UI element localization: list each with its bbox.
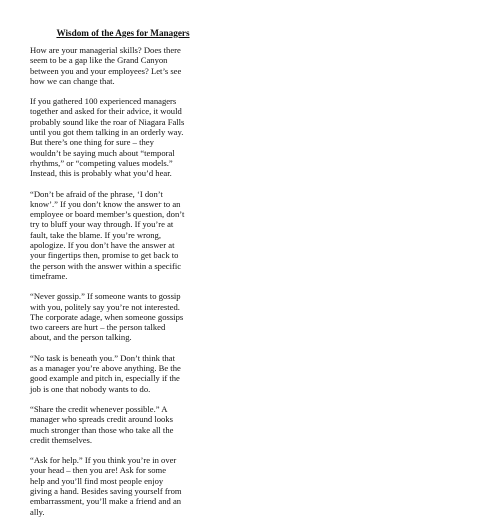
text-line: try to bluff your way through. If you’re at: [30, 219, 174, 230]
text-line: manager who spreads credit around looks: [30, 414, 173, 425]
text-line: How are your managerial skills? Does there: [30, 45, 181, 55]
text-line: If you gathered 100 experienced managers: [30, 96, 177, 107]
text-line: with you, politely say you’re not interested.: [30, 301, 180, 312]
text-line: until you got them talking in an orderly way.: [30, 127, 184, 138]
text-line: “Don’t be afraid of the phrase, ‘I don’t: [30, 188, 163, 199]
paragraph-ask-for-help: [30, 455, 216, 517]
paragraph-dont-know: [30, 189, 216, 282]
text-line: together and asked for their advice, it would: [30, 106, 182, 117]
text-line: between you and your employees? Let’s see: [30, 65, 182, 76]
text-line: giving a hand. Besides saving yourself from: [30, 485, 182, 496]
text-line: “Share the credit whenever possible.” A: [30, 403, 168, 414]
text-line: seem to be a gap like the Grand Canyon: [30, 55, 168, 66]
text-line: your fingertips then, promise to get back to: [30, 250, 179, 261]
text-line: employee or board member’s question, don’t: [30, 209, 185, 220]
paragraph-no-task-beneath: [30, 353, 216, 394]
text-line: probably sound like the roar of Niagara Falls: [30, 116, 185, 127]
text-line: rhythms,” or “competing values models.”: [30, 157, 173, 168]
text-line: much stronger than those who take all the: [30, 424, 174, 435]
text-line: know’.” If you don’t know the answer to an: [30, 198, 181, 209]
text-line: “No task is beneath you.” Don’t think that: [30, 352, 175, 363]
paragraph-managers-advice: [30, 96, 216, 178]
text-line: But there’s one thing for sure – they: [30, 137, 154, 148]
text-line: two careers are hurt – the person talked: [30, 322, 166, 333]
paragraph-never-gossip: [30, 291, 216, 342]
text-line: as a manager you’re above anything. Be the: [30, 363, 181, 374]
text-line: good example and pitch in, especially if the: [30, 373, 180, 384]
text-line: the person with the answer within a specific: [30, 260, 182, 271]
text-line: embarrassment, you’ll make a friend and an: [30, 496, 182, 507]
document-title: Wisdom of the Ages for Managers: [56, 28, 190, 38]
text-line: your head – then you are! Ask for some: [30, 465, 167, 476]
text-line: timeframe.: [30, 270, 68, 281]
text-line: credit themselves.: [30, 434, 93, 445]
text-line: apologize. If you don’t have the answer at: [30, 240, 175, 251]
text-line: help and you’ll find most people enjoy: [30, 475, 164, 486]
paragraph-share-credit: [30, 404, 216, 445]
text-line: fault, take the blame. If you’re wrong,: [30, 229, 162, 240]
paragraph-intro: [30, 45, 216, 86]
document-page: [30, 28, 216, 527]
text-line: how we can change that.: [30, 75, 115, 86]
text-line: job is one that nobody wants to do.: [30, 383, 151, 394]
text-line: about, and the person talking.: [30, 332, 132, 343]
text-line: “Never gossip.” If someone wants to gossip: [30, 291, 181, 302]
text-line: “Ask for help.” If you think you’re in over: [30, 455, 177, 466]
text-line: ally.: [30, 506, 45, 517]
text-line: Instead, this is probably what you’d hear.: [30, 168, 172, 179]
text-line: wouldn’t be saying much about “temporal: [30, 147, 175, 158]
text-line: The corporate adage, when someone gossips: [30, 311, 184, 322]
